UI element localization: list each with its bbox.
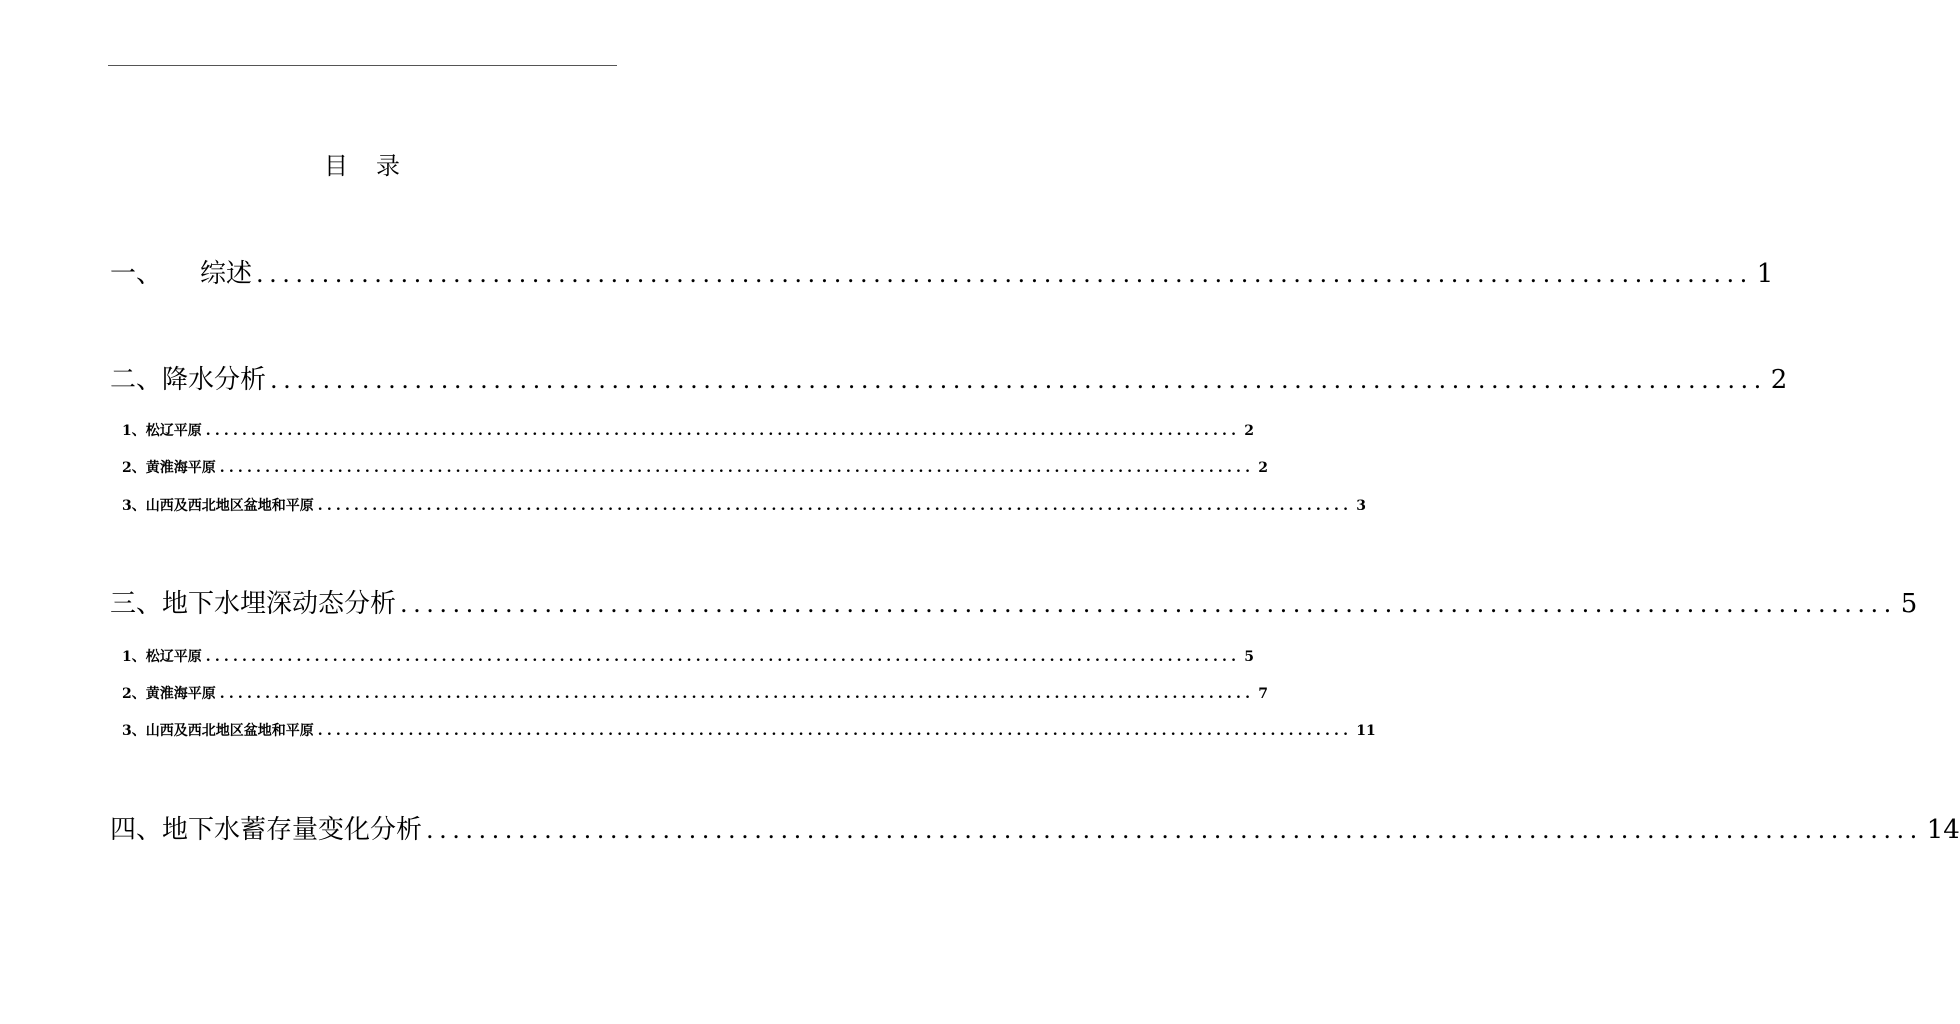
- toc-page-number: 14: [1926, 815, 1960, 845]
- toc-entry-label: 二、降水分析: [110, 365, 267, 395]
- toc-leader-dots: ..................................................................................................................: [317, 498, 1353, 514]
- toc-page-number: 11: [1356, 723, 1376, 739]
- header-rule: [108, 65, 617, 66]
- toc-entry-groundwater-depth[interactable]: [110, 583, 1918, 620]
- toc-entry-label: 四、地下水蓄存量变化分析: [110, 815, 423, 845]
- toc-entry-label: 一、 综述: [110, 259, 253, 289]
- toc-page-number: 2: [1244, 423, 1254, 439]
- toc-leader-dots: ..................................................................................................................: [317, 723, 1353, 739]
- toc-leader-dots: ..................................................................................................................: [426, 816, 1923, 844]
- toc-subentry-huanghuaihai[interactable]: [122, 457, 1268, 477]
- toc-page-number: 5: [1900, 589, 1918, 619]
- toc-page-number: 3: [1356, 498, 1366, 514]
- toc-leader-dots: ..................................................................................................................: [205, 423, 1241, 439]
- toc-subentry-shanxi-northwest[interactable]: [122, 495, 1366, 515]
- toc-entry-label: 1、松辽平原: [122, 649, 202, 665]
- toc-entry-label: 2、黄淮海平原: [122, 686, 216, 702]
- toc-entry-label: 三、地下水埋深动态分析: [110, 589, 397, 619]
- toc-title-right: 录: [376, 152, 400, 180]
- toc-entry-precipitation[interactable]: [110, 359, 1788, 396]
- toc-leader-dots: ..................................................................................................................: [219, 686, 1255, 702]
- toc-leader-dots: ..................................................................................................................: [270, 366, 1767, 394]
- toc-subentry-songliao[interactable]: [122, 646, 1254, 666]
- toc-entry-overview[interactable]: [110, 253, 1774, 290]
- toc-page-number: 1: [1756, 259, 1774, 289]
- toc-subentry-songliao[interactable]: [122, 420, 1254, 440]
- toc-entry-label: 2、黄淮海平原: [122, 460, 216, 476]
- toc-entry-groundwater-storage[interactable]: [110, 809, 1960, 846]
- toc-page-number: 2: [1770, 365, 1788, 395]
- toc-entry-label: 3、山西及西北地区盆地和平原: [122, 498, 314, 514]
- toc-page-number: 7: [1258, 686, 1268, 702]
- toc-page-number: 5: [1244, 649, 1254, 665]
- toc-leader-dots: ..................................................................................................................: [400, 590, 1897, 618]
- toc-title-left: 目: [324, 152, 348, 180]
- toc-entry-label: 3、山西及西北地区盆地和平原: [122, 723, 314, 739]
- toc-entry-label: 1、松辽平原: [122, 423, 202, 439]
- toc-subentry-shanxi-northwest[interactable]: [122, 720, 1376, 740]
- toc-leader-dots: ..................................................................................................................: [219, 460, 1255, 476]
- toc-page-number: 2: [1258, 460, 1268, 476]
- toc-leader-dots: ..................................................................................................................: [256, 260, 1753, 288]
- toc-leader-dots: ..................................................................................................................: [205, 649, 1241, 665]
- toc-title: [0, 146, 724, 181]
- toc-subentry-huanghuaihai[interactable]: [122, 683, 1268, 703]
